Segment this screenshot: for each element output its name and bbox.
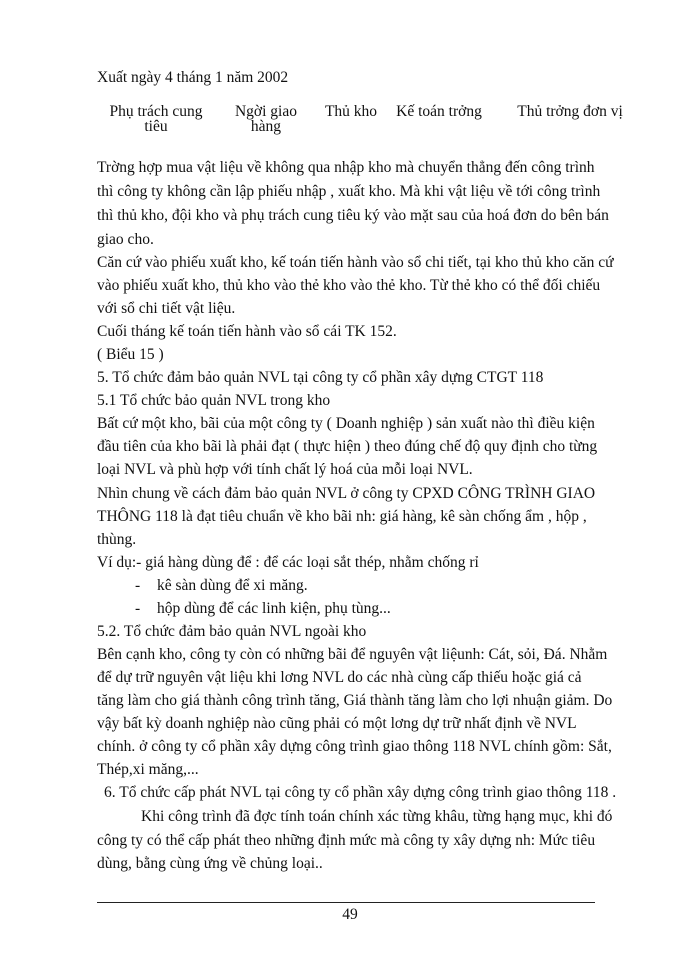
signature-supply-line1: Phụ trách cung <box>109 103 203 120</box>
text-line: thì thủ kho, đội kho và phụ trách cung tiêu ký vào mặt sau của hoá đơn do bên bán <box>97 207 609 224</box>
text-line: tăng làm cho giá thành công trình tăng, Giá thành tăng làm cho lợi nhuận giảm. Do <box>97 692 613 709</box>
text-line: Khi công trình đã đợc tính toán chính xác từng khâu, từng hạng mục, khi đó <box>141 808 613 825</box>
text-line: THÔNG 118 là đạt tiêu chuẩn về kho bãi nh: giá hàng, kê sàn chống ẩm , hộp , <box>97 508 587 525</box>
text-line: vậy bất kỳ doanh nghiệp nào cũng phải có một lơng dự trữ nhất định về NVL <box>97 715 577 732</box>
text-line: dùng, bằng cùng ứng về chủng loại.. <box>97 855 323 872</box>
text-line: Bất cứ một kho, bãi của một công ty ( Doanh nghiệp ) sản xuất nào thì điều kiện <box>97 415 595 432</box>
example-line: Ví dụ:- giá hàng dùng để : để các loại sắt thép, nhằm chống rỉ <box>97 554 479 571</box>
date-line: Xuất ngày 4 tháng 1 năm 2002 <box>97 69 289 86</box>
text-line: loại NVL và phù hợp với tính chất lý hoá của mỗi loại NVL. <box>97 461 473 478</box>
signature-deliverer-line1: Ngời giao <box>234 103 297 120</box>
list-item <box>135 599 391 619</box>
signature-director: Thủ trởng đơn vị <box>517 103 623 120</box>
section-heading-6: 6. Tổ chức cấp phát NVL tại công ty cổ phần xây dựng công trình giao thông 118 . <box>104 784 617 801</box>
bullet-dash: - <box>135 577 141 594</box>
text-line: giao cho. <box>97 231 154 248</box>
page-number: 49 <box>342 906 358 923</box>
signature-deliverer <box>224 104 308 134</box>
text-line: Thép,xi măng,... <box>97 761 199 778</box>
footer-rule <box>97 902 595 903</box>
signature-chief-accountant: Kế toán trởng <box>396 103 482 120</box>
list-item-text: hộp dùng để các linh kiện, phụ tùng... <box>157 600 391 617</box>
text-line: thùng. <box>97 531 137 548</box>
signature-supply-line2: tiêu <box>144 118 168 135</box>
signature-supply <box>103 104 209 134</box>
text-line: ( Biểu 15 ) <box>97 346 164 363</box>
text-line: chính. ở công ty cổ phần xây dựng công trình giao thông 118 NVL chính gồm: Sắt, <box>97 738 612 755</box>
text-line: đầu tiên của kho bãi là phải đạt ( thực hiện ) theo đúng chế độ quy định cho từng <box>97 438 598 455</box>
section-heading-5: 5. Tổ chức đảm bảo quản NVL tại công ty cổ phần xây dựng CTGT 118 <box>97 369 544 386</box>
section-heading-5-2: 5.2. Tổ chức đảm bảo quản NVL ngoài kho <box>97 623 367 640</box>
bullet-dash: - <box>135 600 141 617</box>
text-line: thì công ty không cần lập phiếu nhập , xuất kho. Mà khi vật liệu về tới công trình <box>97 183 601 200</box>
list-item <box>135 576 308 596</box>
text-line: Bên cạnh kho, công ty còn có những bãi để nguyên vật liệunh: Cát, sỏi, Đá. Nhằm <box>97 646 608 663</box>
list-item-text: kê sàn dùng để xi măng. <box>157 577 308 594</box>
signature-deliverer-line2: hàng <box>250 118 282 135</box>
text-line: Trờng hợp mua vật liệu về không qua nhập kho mà chuyển thẳng đến công trình <box>97 159 595 176</box>
text-line: công ty có thể cấp phát theo những định mức mà công ty xây dựng nh: Mức tiêu <box>97 832 596 849</box>
text-line: Nhìn chung về cách đảm bảo quản NVL ở công ty CPXD CÔNG TRÌNH GIAO <box>97 485 596 502</box>
section-heading-5-1: 5.1 Tổ chức bảo quản NVL trong kho <box>97 392 331 409</box>
text-line: để dự trữ nguyên vật liệu khi lơng NVL do các nhà cùng cấp thiếu hoặc giá cả <box>97 669 582 686</box>
text-line: với sổ chi tiết vật liệu. <box>97 300 236 317</box>
text-line: Cuối tháng kế toán tiến hành vào sổ cái TK 152. <box>97 323 397 340</box>
signature-storekeeper: Thủ kho <box>324 103 378 120</box>
text-line: Căn cứ vào phiếu xuất kho, kế toán tiến hành vào sổ chi tiết, tại kho thủ kho căn cứ <box>97 254 614 271</box>
text-line: vào phiếu xuất kho, thủ kho vào thẻ kho vào thẻ kho. Từ thẻ kho có thể đối chiếu <box>97 277 601 294</box>
